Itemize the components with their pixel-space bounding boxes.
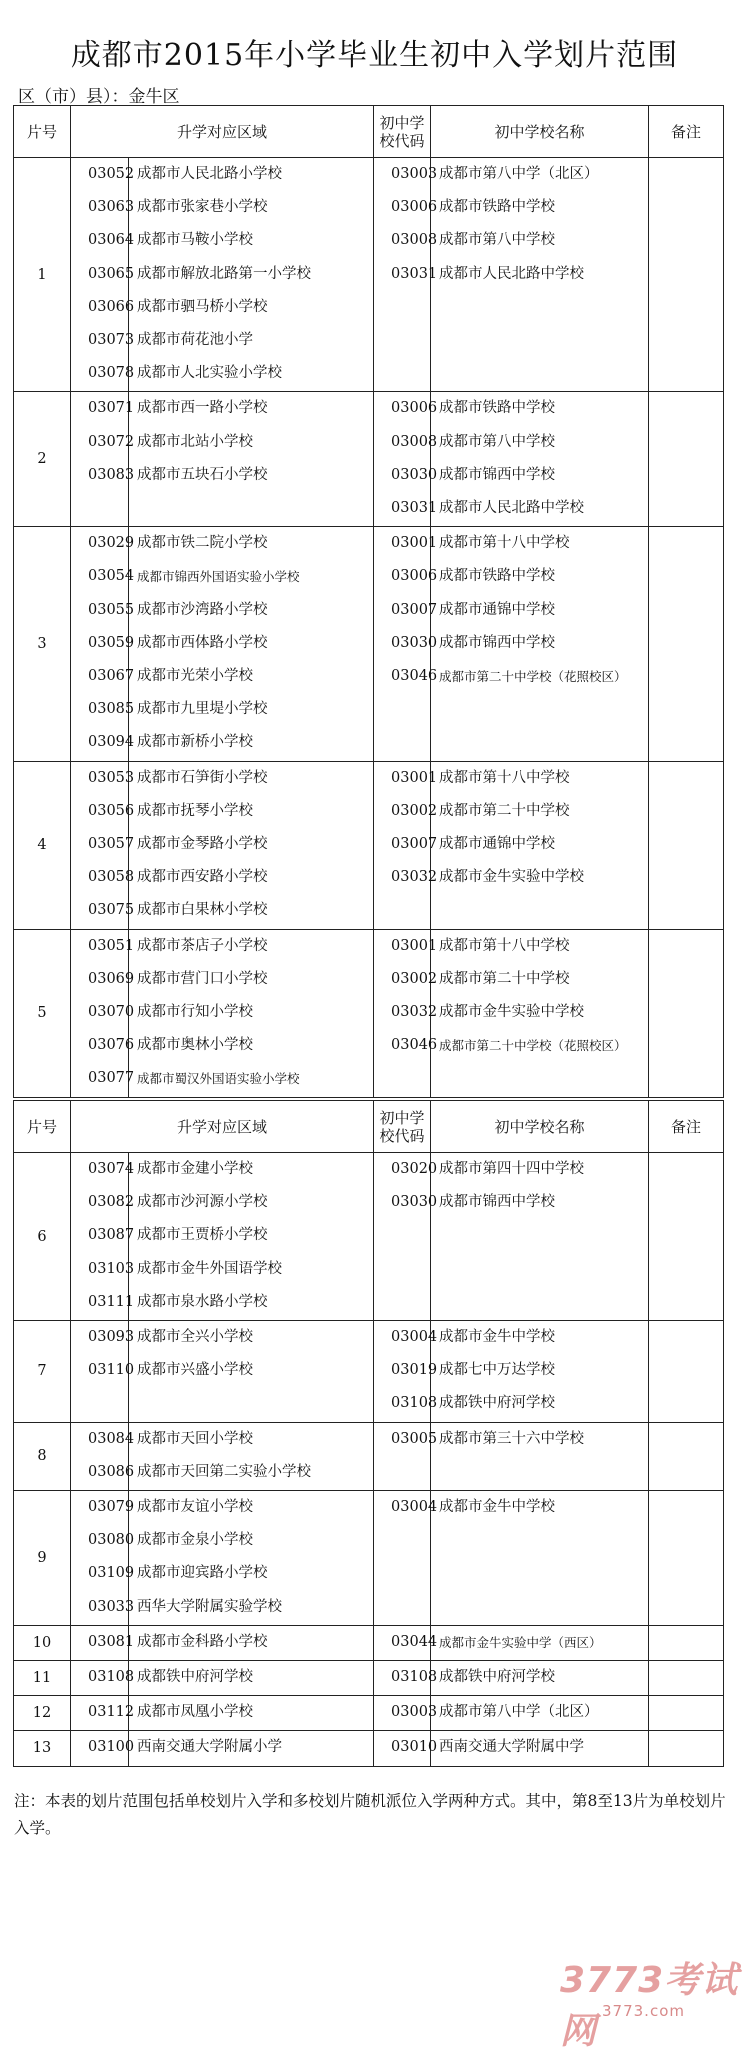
middle-school-code: 03108 xyxy=(391,1395,438,1412)
primary-school-name: 成都市锦西外国语实验小学校 xyxy=(137,569,300,585)
zone-row xyxy=(14,929,724,1097)
primary-school-code: 03108 xyxy=(88,1668,135,1685)
primary-school-name-cell xyxy=(129,1696,374,1731)
primary-school-code-cell xyxy=(71,1731,135,1766)
zone-number: 4 xyxy=(14,761,71,929)
primary-school-name: 成都市驷马桥小学校 xyxy=(137,298,268,315)
middle-school-name: 成都市第十八中学校 xyxy=(439,535,570,552)
middle-school-code-cell xyxy=(374,392,438,527)
primary-school-name: 成都市西安路小学校 xyxy=(137,869,268,886)
primary-school-code: 03081 xyxy=(88,1633,135,1650)
primary-school-code-cell xyxy=(71,761,135,929)
primary-school-code: 03103 xyxy=(88,1260,135,1277)
middle-school-code: 03031 xyxy=(391,265,438,282)
middle-school-code-cell xyxy=(374,1422,438,1490)
primary-school-name-cell xyxy=(129,1153,374,1321)
primary-school-code: 03070 xyxy=(88,1003,135,1020)
primary-school-code: 03073 xyxy=(88,331,135,348)
primary-school-code: 03052 xyxy=(88,166,135,182)
footnote: 注：本表的划片范围包括单校划片入学和多校划片随机派位入学两种方式。其中，第8至13片为单校划片入学。 xyxy=(14,1792,726,1837)
primary-school-name: 西华大学附属实验学校 xyxy=(137,1598,282,1615)
header-middle-name: 初中学校名称 xyxy=(431,1101,649,1153)
middle-school-code-cell xyxy=(374,929,438,1097)
header-middle-code: 初中学 校代码 xyxy=(374,106,431,158)
primary-school-name: 成都市石笋街小学校 xyxy=(137,769,268,786)
middle-school-name: 成都市锦西中学校 xyxy=(439,466,556,483)
middle-school-code: 03030 xyxy=(391,466,438,483)
middle-school-name-cell xyxy=(431,527,649,761)
primary-school-name-cell xyxy=(129,1625,374,1660)
primary-school-code: 03069 xyxy=(88,970,135,987)
note-cell xyxy=(649,761,724,929)
primary-school-code: 03033 xyxy=(88,1598,135,1615)
middle-school-name: 成都市第二十中学校 xyxy=(439,802,570,819)
middle-school-code: 03001 xyxy=(391,769,438,786)
middle-school-code: 03044 xyxy=(391,1633,438,1650)
middle-school-name: 成都市金牛实验中学校 xyxy=(439,869,585,886)
middle-school-name-cell xyxy=(431,761,649,929)
primary-school-code: 03064 xyxy=(88,232,135,249)
middle-school-name: 成都市通锦中学校 xyxy=(439,601,556,618)
primary-school-name: 成都市西体路小学校 xyxy=(137,634,268,651)
middle-school-name-cell xyxy=(431,1321,649,1423)
zone-number: 2 xyxy=(14,392,71,527)
middle-school-code: 03007 xyxy=(391,601,438,618)
primary-school-code-cell xyxy=(71,929,135,1097)
middle-school-code: 03002 xyxy=(391,802,438,819)
zone-row xyxy=(14,1625,724,1660)
middle-school-name: 成都市第三十六中学校 xyxy=(439,1430,585,1447)
middle-school-name-cell xyxy=(431,1625,649,1660)
middle-school-code-cell xyxy=(374,1490,438,1625)
primary-school-code: 03053 xyxy=(88,769,135,786)
middle-school-code-cell xyxy=(374,1153,438,1321)
note-cell xyxy=(649,158,724,392)
primary-school-code-cell xyxy=(71,1153,135,1321)
middle-school-code: 03031 xyxy=(391,499,438,516)
primary-school-name: 成都市沙湾路小学校 xyxy=(137,601,268,618)
middle-school-code: 03006 xyxy=(391,400,438,417)
primary-school-name: 成都市天回小学校 xyxy=(137,1430,253,1447)
middle-school-name-cell xyxy=(431,1660,649,1695)
primary-school-name: 成都市金科路小学校 xyxy=(137,1633,268,1650)
zone-row xyxy=(14,527,724,761)
zone-row xyxy=(14,1490,724,1625)
middle-school-code: 03004 xyxy=(391,1498,438,1515)
middle-school-name: 成都市第二十中学校（花照校区） xyxy=(439,668,627,684)
middle-school-code: 03001 xyxy=(391,937,438,954)
middle-school-name: 成都市第四十四中学校 xyxy=(439,1161,585,1177)
header-primary: 升学对应区域 xyxy=(71,1101,374,1153)
page-title: 成都市2015年小学毕业生初中入学划片范围 xyxy=(70,38,679,73)
site-watermark xyxy=(560,1950,745,2052)
primary-school-name: 成都市北站小学校 xyxy=(137,433,253,450)
header-middle-name: 初中学校名称 xyxy=(431,106,649,158)
primary-school-name-cell xyxy=(129,1660,374,1695)
middle-school-code: 03005 xyxy=(391,1430,438,1447)
middle-school-name: 成都市第十八中学校 xyxy=(439,769,570,786)
note-cell xyxy=(649,392,724,527)
middle-school-name: 成都市金牛中学校 xyxy=(439,1329,556,1345)
primary-school-name: 成都市王贾桥小学校 xyxy=(137,1227,268,1244)
primary-school-name: 成都市人民北路小学校 xyxy=(137,166,282,182)
primary-school-code-cell xyxy=(71,1625,135,1660)
header-primary: 升学对应区域 xyxy=(71,106,374,158)
primary-school-code: 03056 xyxy=(88,802,135,819)
middle-school-code: 03003 xyxy=(391,1704,438,1721)
primary-school-code: 03054 xyxy=(88,568,135,585)
primary-school-code: 03075 xyxy=(88,902,135,919)
primary-school-code: 03080 xyxy=(88,1532,135,1549)
note-cell xyxy=(649,527,724,761)
primary-school-name-cell xyxy=(129,929,374,1097)
primary-school-code: 03085 xyxy=(88,701,135,718)
zone-number: 6 xyxy=(14,1153,71,1321)
primary-school-code-cell xyxy=(71,527,135,761)
primary-school-code-cell xyxy=(71,1422,135,1490)
middle-school-name: 成都市金牛实验中学（西区） xyxy=(439,1634,602,1650)
middle-school-name: 成都市第十八中学校 xyxy=(439,937,570,954)
zone-number: 8 xyxy=(14,1422,71,1490)
primary-school-code: 03074 xyxy=(88,1161,135,1177)
middle-school-code-cell xyxy=(374,158,438,392)
zone-row xyxy=(14,392,724,527)
primary-school-code-cell xyxy=(71,1660,135,1695)
header-note: 备注 xyxy=(649,1101,724,1153)
primary-school-code: 03078 xyxy=(88,365,135,382)
middle-school-name: 成都市铁路中学校 xyxy=(439,400,556,417)
primary-school-name: 成都市铁二院小学校 xyxy=(137,535,268,552)
middle-school-code-cell xyxy=(374,1625,438,1660)
header-middle-code: 初中学 校代码 xyxy=(374,1101,431,1153)
primary-school-name: 成都市凤凰小学校 xyxy=(137,1704,253,1721)
middle-school-name-cell xyxy=(431,158,649,392)
middle-school-name: 成都市铁路中学校 xyxy=(439,568,556,585)
primary-school-name: 成都市金建小学校 xyxy=(137,1161,253,1177)
primary-school-name: 成都市全兴小学校 xyxy=(137,1329,253,1345)
zoning-table-2 xyxy=(13,1100,724,1767)
primary-school-code-cell xyxy=(71,392,135,527)
primary-school-name: 成都市行知小学校 xyxy=(137,1003,253,1020)
zone-number: 10 xyxy=(14,1625,71,1660)
header-num: 片号 xyxy=(14,1101,71,1153)
primary-school-name: 成都市金泉小学校 xyxy=(137,1532,253,1549)
primary-school-name: 成都市新桥小学校 xyxy=(137,734,253,751)
primary-school-code: 03093 xyxy=(88,1329,135,1345)
middle-school-code-cell xyxy=(374,1321,438,1423)
primary-school-code: 03058 xyxy=(88,869,135,886)
primary-school-code: 03051 xyxy=(88,937,135,954)
note-cell xyxy=(649,1660,724,1695)
middle-school-code: 03003 xyxy=(391,166,438,182)
middle-school-name-cell xyxy=(431,1696,649,1731)
primary-school-name: 成都铁中府河学校 xyxy=(137,1668,253,1685)
middle-school-name: 成都市锦西中学校 xyxy=(439,634,556,651)
middle-school-code: 03032 xyxy=(391,1003,438,1020)
primary-school-name: 西南交通大学附属小学 xyxy=(137,1739,282,1756)
middle-school-name-cell xyxy=(431,929,649,1097)
primary-school-code: 03109 xyxy=(88,1565,135,1582)
primary-school-name: 成都市金牛外国语学校 xyxy=(137,1260,282,1277)
primary-school-code-cell xyxy=(71,1696,135,1731)
primary-school-code: 03065 xyxy=(88,265,135,282)
primary-school-code: 03063 xyxy=(88,199,135,216)
note-cell xyxy=(649,1422,724,1490)
middle-school-name: 成都市第八中学校 xyxy=(439,433,556,450)
primary-school-name: 成都市解放北路第一小学校 xyxy=(137,265,311,282)
middle-school-name: 成都市通锦中学校 xyxy=(439,835,556,852)
primary-school-code: 03084 xyxy=(88,1430,135,1447)
primary-school-code-cell xyxy=(71,1490,135,1625)
middle-school-code: 03008 xyxy=(391,433,438,450)
middle-school-code-cell xyxy=(374,527,438,761)
primary-school-name: 成都市抚琴小学校 xyxy=(137,802,253,819)
middle-school-name-cell xyxy=(431,1490,649,1625)
middle-school-code-cell xyxy=(374,761,438,929)
middle-school-code-cell xyxy=(374,1731,438,1766)
middle-school-code: 03006 xyxy=(391,199,438,216)
middle-school-name: 成都市铁路中学校 xyxy=(439,199,556,216)
primary-school-name: 成都市九里堤小学校 xyxy=(137,701,268,718)
primary-school-code: 03087 xyxy=(88,1227,135,1244)
primary-school-name: 成都市兴盛小学校 xyxy=(137,1362,253,1379)
note-cell xyxy=(649,1696,724,1731)
note-cell xyxy=(649,1731,724,1766)
middle-school-name-cell xyxy=(431,1731,649,1766)
middle-school-code: 03046 xyxy=(391,1037,438,1054)
primary-school-code: 03057 xyxy=(88,835,135,852)
zone-row xyxy=(14,158,724,392)
zone-row xyxy=(14,1153,724,1321)
middle-school-name: 成都市第八中学（北区） xyxy=(439,166,599,182)
middle-school-name: 成都市第八中学（北区） xyxy=(439,1704,599,1721)
middle-school-code: 03046 xyxy=(391,667,438,684)
zone-row xyxy=(14,1696,724,1731)
primary-school-name: 成都市沙河源小学校 xyxy=(137,1194,268,1211)
middle-school-name: 成都铁中府河学校 xyxy=(439,1395,556,1412)
zone-row xyxy=(14,1660,724,1695)
middle-school-name-cell xyxy=(431,1153,649,1321)
primary-school-name: 成都市五块石小学校 xyxy=(137,466,268,483)
primary-school-name: 成都市迎宾路小学校 xyxy=(137,1565,268,1582)
primary-school-name-cell xyxy=(129,158,374,392)
middle-school-code: 03032 xyxy=(391,869,438,886)
middle-school-code: 03108 xyxy=(391,1668,438,1685)
note-cell xyxy=(649,1321,724,1423)
primary-school-code: 03059 xyxy=(88,634,135,651)
primary-school-code: 03110 xyxy=(88,1362,135,1379)
watermark-logo-text: 3773考试网 xyxy=(560,1960,739,2052)
primary-school-code: 03077 xyxy=(88,1070,135,1087)
middle-school-name: 成都市第二十中学校（花照校区） xyxy=(439,1038,627,1054)
note-cell xyxy=(649,1490,724,1625)
middle-school-name-cell xyxy=(431,392,649,527)
primary-school-name: 成都市马鞍小学校 xyxy=(137,232,253,249)
zone-number: 13 xyxy=(14,1731,71,1766)
primary-school-name-cell xyxy=(129,1321,374,1423)
middle-school-code: 03002 xyxy=(391,970,438,987)
primary-school-name: 成都市天回第二实验小学校 xyxy=(137,1463,311,1480)
note-cell xyxy=(649,1625,724,1660)
primary-school-name-cell xyxy=(129,761,374,929)
primary-school-name: 成都市白果林小学校 xyxy=(137,902,268,919)
primary-school-name: 成都市泉水路小学校 xyxy=(137,1293,268,1310)
primary-school-code: 03055 xyxy=(88,601,135,618)
middle-school-code: 03010 xyxy=(391,1739,438,1756)
middle-school-code: 03001 xyxy=(391,535,438,552)
primary-school-name-cell xyxy=(129,527,374,761)
middle-school-name: 成都市金牛实验中学校 xyxy=(439,1003,585,1020)
zone-row xyxy=(14,1422,724,1490)
zone-number: 1 xyxy=(14,158,71,392)
primary-school-name: 成都市人北实验小学校 xyxy=(137,365,282,382)
primary-school-name-cell xyxy=(129,392,374,527)
primary-school-name: 成都市友谊小学校 xyxy=(137,1498,253,1515)
middle-school-code: 03019 xyxy=(391,1362,438,1379)
district-label: 区（市）县）：金牛区 xyxy=(18,87,180,107)
zone-row xyxy=(14,761,724,929)
middle-school-name: 成都市第八中学校 xyxy=(439,232,556,249)
middle-school-name: 成都市金牛中学校 xyxy=(439,1498,556,1515)
zone-number: 11 xyxy=(14,1660,71,1695)
note-cell xyxy=(649,1153,724,1321)
zone-row xyxy=(14,1731,724,1766)
middle-school-name: 西南交通大学附属中学 xyxy=(439,1739,585,1756)
middle-school-code: 03006 xyxy=(391,568,438,585)
primary-school-name: 成都市茶店子小学校 xyxy=(137,937,268,954)
primary-school-name: 成都市荷花池小学 xyxy=(137,331,253,348)
primary-school-name: 成都市金琴路小学校 xyxy=(137,835,268,852)
middle-school-name: 成都市人民北路中学校 xyxy=(439,265,585,282)
primary-school-code-cell xyxy=(71,158,135,392)
primary-school-name: 成都市奥林小学校 xyxy=(137,1037,253,1054)
watermark-url: 3773.com xyxy=(602,2002,685,2020)
primary-school-code-cell xyxy=(71,1321,135,1423)
middle-school-code: 03030 xyxy=(391,1194,438,1211)
middle-school-code: 03008 xyxy=(391,232,438,249)
middle-school-code: 03030 xyxy=(391,634,438,651)
primary-school-code: 03083 xyxy=(88,466,135,483)
primary-school-code: 03029 xyxy=(88,535,135,552)
middle-school-name: 成都市锦西中学校 xyxy=(439,1194,556,1211)
primary-school-code: 03111 xyxy=(88,1293,135,1310)
primary-school-name-cell xyxy=(129,1422,374,1490)
primary-school-code: 03100 xyxy=(88,1739,135,1756)
header-num: 片号 xyxy=(14,106,71,158)
zone-row xyxy=(14,1321,724,1423)
middle-school-code: 03004 xyxy=(391,1329,438,1345)
middle-school-code: 03020 xyxy=(391,1161,438,1177)
middle-school-code: 03007 xyxy=(391,835,438,852)
zone-number: 5 xyxy=(14,929,71,1097)
zone-number: 12 xyxy=(14,1696,71,1731)
primary-school-code: 03066 xyxy=(88,298,135,315)
zone-number: 7 xyxy=(14,1321,71,1423)
primary-school-name: 成都市蜀汉外国语实验小学校 xyxy=(137,1071,300,1087)
middle-school-name: 成都铁中府河学校 xyxy=(439,1668,556,1685)
middle-school-name: 成都市第二十中学校 xyxy=(439,970,570,987)
middle-school-name: 成都市人民北路中学校 xyxy=(439,499,585,516)
primary-school-code: 03112 xyxy=(88,1704,135,1721)
primary-school-code: 03076 xyxy=(88,1037,135,1054)
primary-school-code: 03067 xyxy=(88,667,135,684)
primary-school-code: 03094 xyxy=(88,734,135,751)
middle-school-name: 成都七中万达学校 xyxy=(439,1362,556,1379)
middle-school-code-cell xyxy=(374,1660,438,1695)
zone-number: 9 xyxy=(14,1490,71,1625)
primary-school-name: 成都市张家巷小学校 xyxy=(137,199,268,216)
primary-school-code: 03072 xyxy=(88,433,135,450)
zone-number: 3 xyxy=(14,527,71,761)
middle-school-name-cell xyxy=(431,1422,649,1490)
primary-school-code: 03082 xyxy=(88,1194,135,1211)
middle-school-code-cell xyxy=(374,1696,438,1731)
primary-school-code: 03071 xyxy=(88,400,135,417)
primary-school-name: 成都市营门口小学校 xyxy=(137,970,268,987)
primary-school-code: 03079 xyxy=(88,1498,135,1515)
primary-school-name: 成都市光荣小学校 xyxy=(137,667,253,684)
primary-school-name: 成都市西一路小学校 xyxy=(137,400,268,417)
primary-school-name-cell xyxy=(129,1731,374,1766)
header-note: 备注 xyxy=(649,106,724,158)
zoning-table-1 xyxy=(13,105,724,1098)
primary-school-name-cell xyxy=(129,1490,374,1625)
note-cell xyxy=(649,929,724,1097)
primary-school-code: 03086 xyxy=(88,1463,135,1480)
